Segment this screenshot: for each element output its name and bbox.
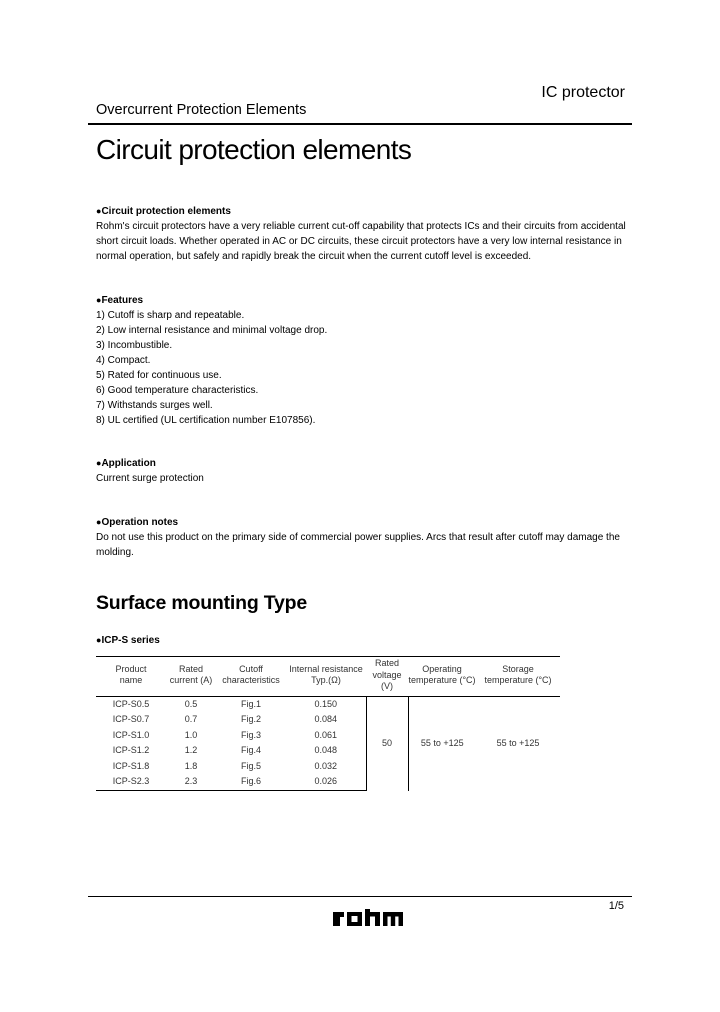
header-cutoff: Cutoff characteristics [216, 657, 286, 697]
cell-current: 1.0 [184, 729, 198, 740]
header-rated-voltage: Rated voltage (V) [366, 657, 408, 697]
cell-resistance: 0.032 [314, 760, 338, 771]
bullet-icon: ● [96, 295, 102, 305]
feature-item: 5) Rated for continuous use. [96, 370, 222, 381]
series-heading: ●ICP-S series [96, 635, 160, 646]
table-row [96, 696, 560, 712]
category-label: IC protector [541, 84, 625, 101]
page-number: 1/5 [608, 900, 624, 912]
cell-product: ICP-S1.8 [112, 760, 150, 771]
feature-item: 4) Compact. [96, 355, 151, 366]
cell-product: ICP-S0.5 [112, 698, 150, 709]
feature-item: 6) Good temperature characteristics. [96, 385, 259, 396]
bullet-icon: ● [96, 458, 102, 468]
page-subtitle: Overcurrent Protection Elements [96, 102, 307, 118]
page-title: Circuit protection elements [96, 134, 412, 165]
cell-cutoff: Fig.6 [216, 774, 286, 790]
cell-current: 1.8 [184, 760, 198, 771]
bullet-icon: ● [96, 517, 102, 527]
cell-product: ICP-S1.0 [112, 729, 150, 740]
cell-current: 0.5 [184, 698, 198, 709]
rohm-logo [332, 908, 404, 928]
footer-divider [88, 896, 632, 897]
operation-heading: ●Operation notes [96, 517, 179, 528]
header-storage-temp: Storage temperature (°C) [476, 657, 560, 697]
intro-heading: ●Circuit protection elements [96, 206, 231, 217]
application-body: Current surge protection [96, 473, 204, 484]
operation-body: Do not use this product on the primary side of commercial power supplies. Arcs that result after cutoff may damage the molding. [96, 532, 620, 558]
bullet-icon: ● [96, 635, 102, 645]
surface-mount-title: Surface mounting Type [96, 592, 308, 614]
cell-resistance: 0.150 [314, 698, 338, 709]
intro-section [96, 204, 628, 264]
cell-resistance: 0.084 [314, 714, 338, 725]
header-internal-resistance: Internal resistance Typ.(Ω) [286, 657, 366, 697]
cell-cutoff: Fig.3 [240, 729, 261, 740]
header-rated-current: Rated current (A) [166, 657, 216, 697]
cell-cutoff: Fig.2 [240, 714, 261, 725]
application-section [96, 456, 628, 486]
spec-table [96, 656, 560, 791]
cell-resistance: 0.048 [314, 745, 338, 756]
cell-product: ICP-S2.3 [96, 774, 166, 790]
header-operating-temp: Operating temperature (°C) [408, 657, 476, 697]
cell-operating-temp: 55 to +125 [408, 696, 476, 791]
feature-item: 3) Incombustible. [96, 340, 173, 351]
cell-current: 1.2 [184, 745, 198, 756]
cell-storage-temp: 55 to +125 [496, 737, 540, 748]
cell-cutoff: Fig.1 [240, 698, 261, 709]
table-header-row [96, 657, 560, 697]
feature-item: 1) Cutoff is sharp and repeatable. [96, 310, 245, 321]
cell-cutoff: Fig.4 [240, 745, 261, 756]
cell-product: ICP-S0.7 [112, 714, 150, 725]
features-section [96, 293, 628, 428]
application-heading: ●Application [96, 458, 156, 469]
cell-current: 2.3 [166, 774, 216, 790]
cell-cutoff: Fig.5 [240, 760, 261, 771]
cell-current: 0.7 [184, 714, 198, 725]
feature-item: 8) UL certified (UL certification number E107856). [96, 415, 316, 426]
bullet-icon: ● [96, 206, 102, 216]
operation-section [96, 515, 628, 560]
feature-item: 2) Low internal resistance and minimal voltage drop. [96, 325, 328, 336]
header-divider [88, 123, 632, 125]
cell-product: ICP-S1.2 [112, 745, 150, 756]
features-heading: ●Features [96, 295, 144, 306]
cell-resistance: 0.026 [286, 774, 366, 790]
cell-rated-voltage: 50 [366, 696, 408, 791]
intro-body: Rohm's circuit protectors have a very reliable current cut-off capability that protects ICs and their circuits from accidental short circuit loads. Whether operated in AC or DC circuits, these circuit protectors have a very low internal resistance in normal operation, but safely and rapidly break the circuit when the current cutoff level is exceeded. [96, 221, 626, 262]
cell-resistance: 0.061 [314, 729, 338, 740]
header-product: Product name [96, 657, 166, 697]
feature-item: 7) Withstands surges well. [96, 400, 213, 411]
